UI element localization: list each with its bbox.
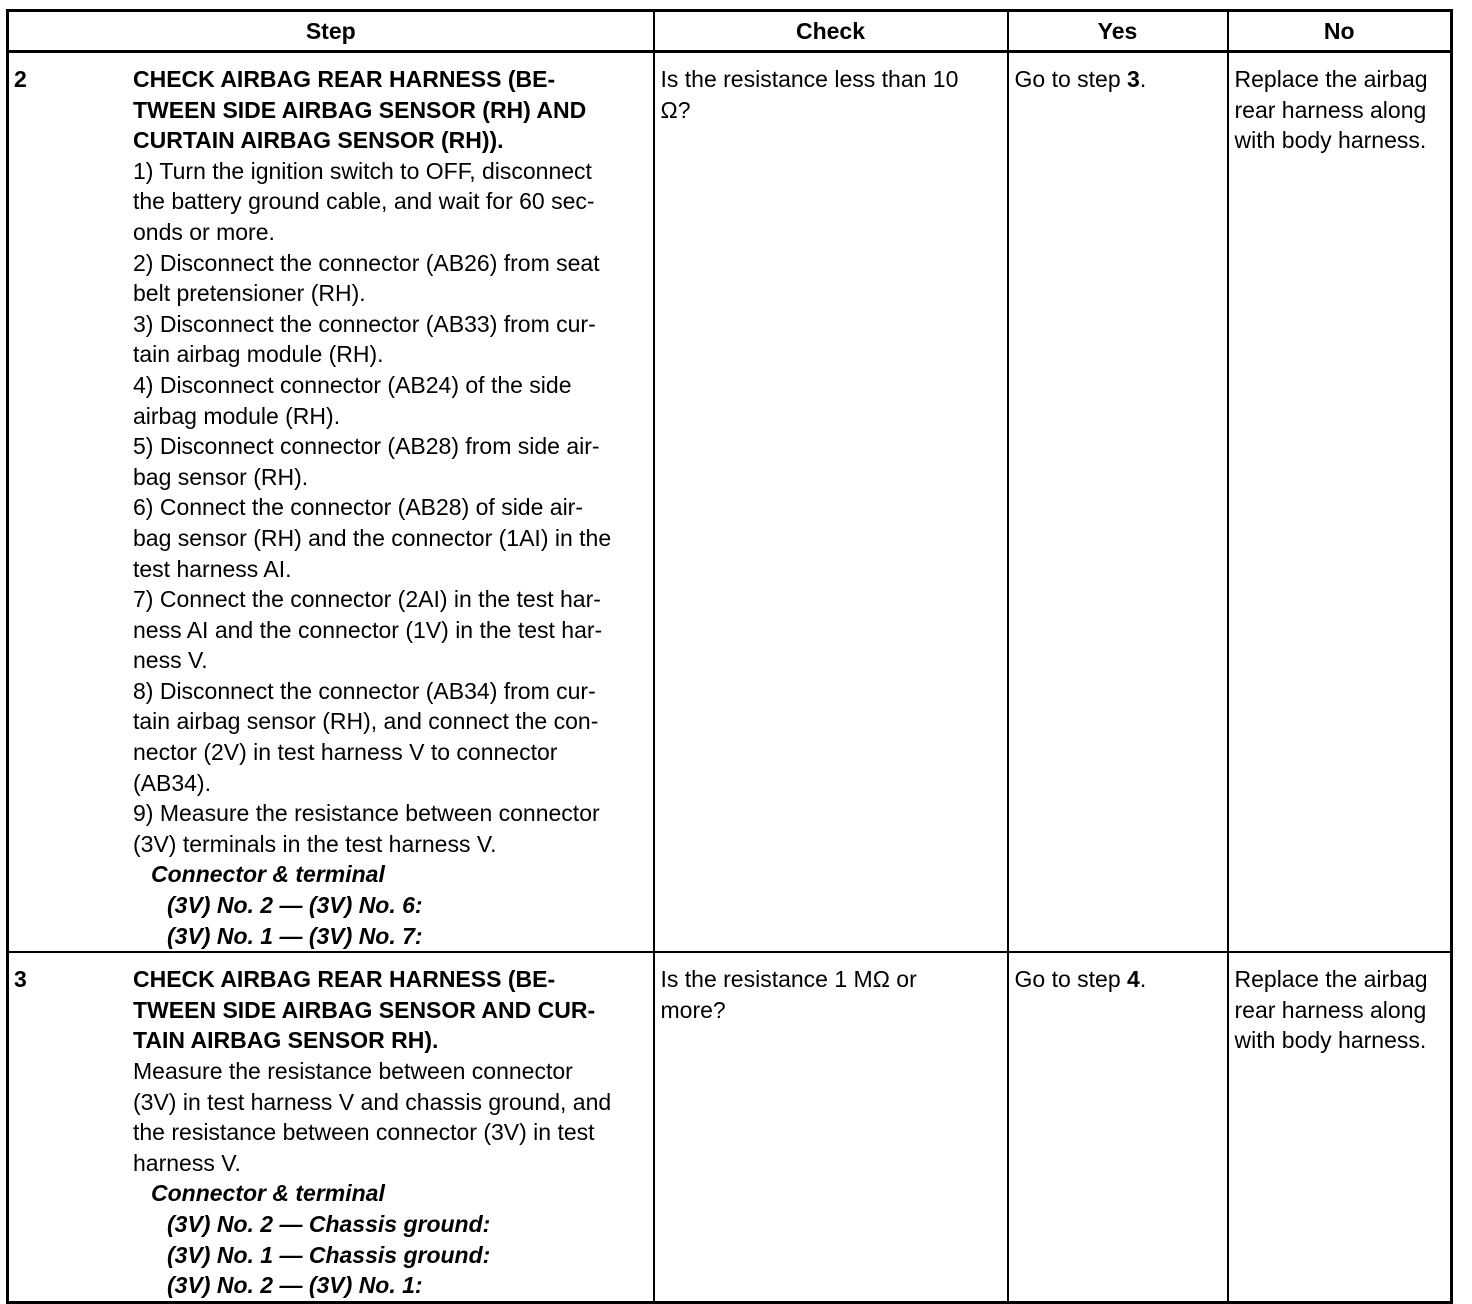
check-text [655, 953, 1007, 1025]
step-title-line: CURTAIN AIRBAG SENSOR (RH)). [133, 127, 504, 154]
step-title-line: TAIN AIRBAG SENSOR RH). [133, 1027, 439, 1054]
instruction-line: ness AI and the connector (1V) in the test har- [133, 616, 603, 643]
instruction-line: airbag module (RH). [133, 402, 341, 429]
step-number: 3 [14, 966, 27, 993]
instruction-line: nector (2V) in test harness V to connector [133, 739, 558, 766]
table-row [8, 952, 1452, 1302]
step-title [133, 964, 645, 1056]
check-line: Is the resistance 1 MΩ or [660, 966, 917, 993]
header-row [8, 11, 1452, 52]
instruction-line: 7) Connect the connector (2AI) in the test har- [133, 586, 601, 613]
instruction-line: Measure the resistance between connector [133, 1058, 573, 1084]
instruction-line: 9) Measure the resistance between connector [133, 800, 600, 827]
no-line: Replace the airbag [1234, 66, 1428, 92]
yes-step-number: 3 [1127, 66, 1140, 92]
connector-terminal-item: (3V) No. 1 — (3V) No. 7: [167, 922, 423, 949]
instruction-line: onds or more. [133, 218, 275, 245]
step-body [133, 64, 645, 951]
instruction-line: bag sensor (RH) and the connector (1AI) in the [133, 524, 612, 551]
no-line: with body harness. [1234, 127, 1427, 154]
yes-text [1009, 953, 1227, 995]
check-text [655, 53, 1007, 125]
check-line: more? [660, 996, 726, 1023]
no-cell [1228, 52, 1452, 953]
header-step: Step [8, 11, 654, 52]
no-line: with body harness. [1234, 1027, 1427, 1054]
step-title-line: CHECK AIRBAG REAR HARNESS (BE- [133, 966, 556, 993]
instruction-line: (AB34). [133, 769, 211, 796]
no-cell [1228, 952, 1452, 1302]
connector-terminal-title: Connector & terminal [151, 1180, 385, 1207]
no-line: rear harness along [1234, 996, 1427, 1023]
instruction-line: test harness AI. [133, 555, 292, 582]
step-cell [8, 952, 654, 1302]
table-row [8, 52, 1452, 953]
step-title-line: TWEEN SIDE AIRBAG SENSOR AND CUR- [133, 996, 596, 1023]
yes-prefix: Go to step [1014, 66, 1128, 92]
no-line: Replace the airbag [1234, 966, 1428, 993]
step-instructions [133, 1056, 645, 1178]
instruction-line: 3) Disconnect the connector (AB33) from cur- [133, 310, 596, 337]
connector-terminal-item: (3V) No. 1 — Chassis ground: [167, 1241, 491, 1268]
instruction-line: bag sensor (RH). [133, 463, 309, 490]
check-line: Is the resistance less than 10 [660, 66, 959, 92]
instruction-line: (3V) terminals in the test harness V. [133, 830, 497, 857]
yes-prefix: Go to step [1014, 966, 1128, 993]
connector-terminal-item: (3V) No. 2 — Chassis ground: [167, 1210, 491, 1237]
instruction-line: belt pretensioner (RH). [133, 280, 366, 307]
header-check: Check [654, 11, 1008, 52]
step-title-line: CHECK AIRBAG REAR HARNESS (BE- [133, 66, 556, 92]
yes-step-number: 4 [1127, 966, 1140, 993]
instruction-line: harness V. [133, 1149, 241, 1176]
instruction-line: 5) Disconnect connector (AB28) from side air- [133, 433, 600, 460]
step-title-line: TWEEN SIDE AIRBAG SENSOR (RH) AND [133, 96, 587, 123]
instruction-line: ness V. [133, 647, 208, 674]
no-line: rear harness along [1234, 96, 1427, 123]
diagnostic-table [6, 9, 1453, 1304]
yes-text [1009, 53, 1227, 95]
connector-terminal-list [133, 1209, 645, 1301]
yes-suffix: . [1139, 966, 1147, 993]
no-text [1229, 53, 1451, 156]
yes-suffix: . [1139, 66, 1147, 92]
instruction-line: 1) Turn the ignition switch to OFF, disconnect [133, 157, 592, 184]
instruction-line: 6) Connect the connector (AB28) of side air- [133, 494, 584, 521]
connector-terminal-item: (3V) No. 2 — (3V) No. 6: [167, 892, 423, 919]
instruction-line: tain airbag sensor (RH), and connect the con- [133, 708, 599, 735]
step-number: 2 [14, 66, 27, 92]
no-text [1229, 953, 1451, 1056]
connector-terminal-title: Connector & terminal [151, 861, 385, 888]
step-cell [8, 52, 654, 953]
check-cell [654, 952, 1008, 1302]
step-instructions [133, 156, 645, 860]
instruction-line: 8) Disconnect the connector (AB34) from cur- [133, 677, 596, 704]
instruction-line: the battery ground cable, and wait for 60 sec- [133, 188, 595, 215]
step-title [133, 64, 645, 156]
header-no: No [1228, 11, 1452, 52]
connector-terminal-item: (3V) No. 2 — (3V) No. 1: [167, 1272, 423, 1299]
instruction-line: 2) Disconnect the connector (AB26) from seat [133, 249, 600, 276]
instruction-line: tain airbag module (RH). [133, 341, 384, 368]
instruction-line: 4) Disconnect connector (AB24) of the side [133, 371, 572, 398]
yes-cell [1008, 52, 1228, 953]
check-line: Ω? [660, 96, 691, 123]
header-yes: Yes [1008, 11, 1228, 52]
yes-cell [1008, 952, 1228, 1302]
instruction-line: (3V) in test harness V and chassis ground, and [133, 1088, 612, 1115]
step-body [133, 964, 645, 1301]
connector-terminal-list [133, 890, 645, 951]
check-cell [654, 52, 1008, 953]
instruction-line: the resistance between connector (3V) in test [133, 1119, 595, 1146]
